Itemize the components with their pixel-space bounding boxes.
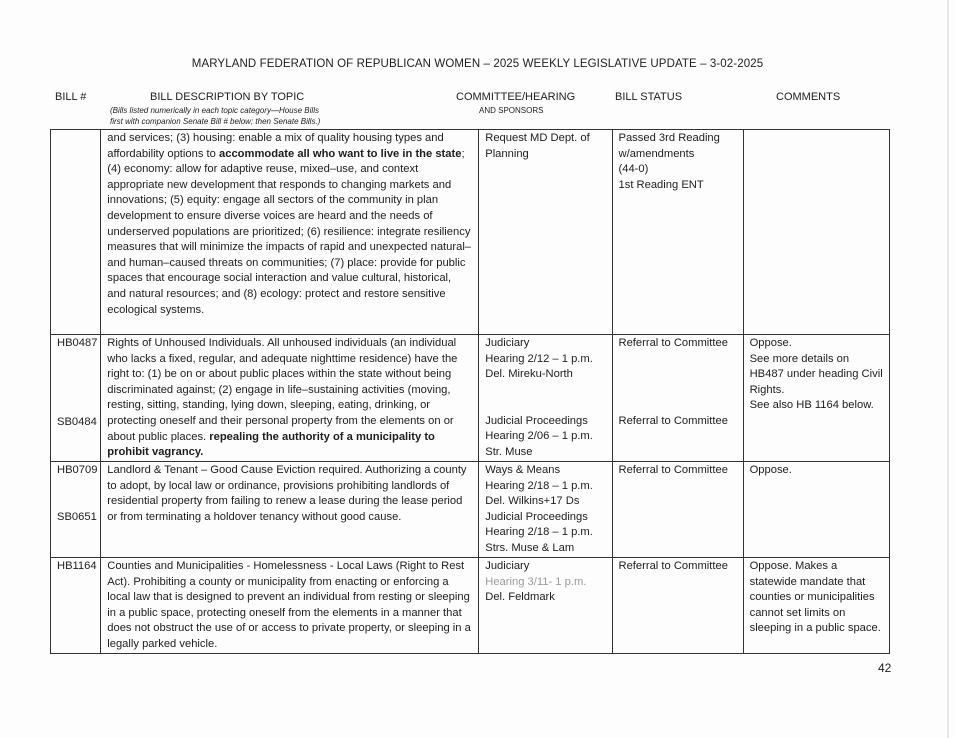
committee-cell: Request MD Dept. of Planning xyxy=(479,130,612,335)
header-bill: BILL # xyxy=(55,91,87,103)
status-cell: Referral to Committee Referral to Committee xyxy=(612,335,743,462)
description-bold: repealing the authority of a municipality to prohibit vagrancy. xyxy=(107,430,435,459)
comments-cell: Oppose. See more details on HB487 under heading Civil Rights. See also HB 1164 below. xyxy=(743,335,889,462)
bill-cell: HB0709 SB0651 xyxy=(51,462,101,558)
document-title: MARYLAND FEDERATION OF REPUBLICAN WOMEN – 2025 WEEKLY LEGISLATIVE UPDATE – 3-02-2025 xyxy=(191,58,764,70)
header-status: BILL STATUS xyxy=(615,91,683,103)
status-cell: Passed 3rd Reading w/amendments (44-0) 1st Reading ENT xyxy=(612,130,743,335)
header-comments: COMMENTS xyxy=(776,91,841,103)
description-cell: Counties and Municipalities - Homelessness - Local Laws (Right to Rest Act). Prohibiting a county or municipality from enacting or enforcing a local law that is designed to prevent an individual from resting or sleeping in a public space, protecting oneself from the elements in a manner that does not obstruct the use of or access to private property, or sleeping in a legally parked vehicle. xyxy=(101,558,479,654)
status-cell: Referral to Committee xyxy=(612,462,743,558)
description-cell: Rights of Unhoused Individuals. All unhoused individuals (an individual who lacks a fixed, regular, and adequate nighttime residence) have the right to: (1) be on or about public places within the state without being discriminated against; (2) engage in life–sustaining activities (moving, resting, sitting, standing, lying down, sleeping, eating, drinking, or protecting oneself and their personal property from the elements on or about public places. repealing the authority of a municipality to prohibit vagrancy. xyxy=(101,335,479,462)
header-committee: COMMITTEE/HEARING xyxy=(456,91,576,103)
table-row xyxy=(51,130,890,335)
scan-edge-mark xyxy=(947,0,949,738)
header-committee-sub: AND SPONSORS xyxy=(479,106,544,115)
header-description-note-1: (Bills listed numerically in each topic category—House Bills xyxy=(110,106,319,115)
bill-cell xyxy=(51,130,101,335)
description-bold: accommodate all who want to live in the state xyxy=(219,147,462,160)
legislation-table xyxy=(50,129,890,654)
status-cell: Referral to Committee xyxy=(612,558,743,654)
committee-cell: Judiciary Hearing 2/12 – 1 p.m. Del. Mireku-North Judicial Proceedings Hearing 2/06 – 1 p.m. Str. Muse xyxy=(479,335,612,462)
comments-cell xyxy=(743,130,889,335)
comments-cell: Oppose. Makes a statewide mandate that counties or municipalities cannot set limits on sleeping in a public space. xyxy=(743,558,889,654)
table-row xyxy=(51,462,890,558)
description-cell: and services; (3) housing: enable a mix of quality housing types and affordability options to accommodate all who want to live in the state; (4) economy: allow for adaptive reuse, mixed–use, and context appropriate new development that responds to changing markets and innovations; (5) equity: engage all sectors of the community in plan development to ensure diverse voices are heard and the needs of underserved populations are prioritized; (6) resilience: integrate resiliency measures that will minimize the impacts of rapid and unexpected natural– and human–caused threats on communities; (7) place: provide for public spaces that encourage social interaction and value cultural, historical, and natural resources; and (8) ecology: protect and restore sensitive ecological systems. xyxy=(101,130,479,335)
table-row xyxy=(51,558,890,654)
bill-cell: HB0487 SB0484 xyxy=(51,335,101,462)
hearing-greyed: Hearing 3/11- 1 p.m. xyxy=(485,575,587,588)
comments-cell: Oppose. xyxy=(743,462,889,558)
bill-cell: HB1164 xyxy=(51,558,101,654)
committee-cell: Judiciary Hearing 3/11- 1 p.m. Del. Feldmark xyxy=(479,558,612,654)
table-row xyxy=(51,335,890,462)
header-description: BILL DESCRIPTION BY TOPIC xyxy=(150,91,305,103)
description-cell: Landlord & Tenant – Good Cause Eviction required. Authorizing a county to adopt, by local law or ordinance, provisions prohibiting landlords of residential property from failing to renew a lease during the lease period or from terminating a holdover tenancy without good cause. xyxy=(101,462,479,558)
committee-cell: Ways & Means Hearing 2/18 – 1 p.m. Del. Wilkins+17 Ds Judicial Proceedings Hearing 2/18 – 1 p.m. Strs. Muse & Lam xyxy=(479,462,612,558)
page-number: 42 xyxy=(878,661,892,675)
header-description-note-2: first with companion Senate Bill # below; then Senate Bills.) xyxy=(110,117,321,126)
